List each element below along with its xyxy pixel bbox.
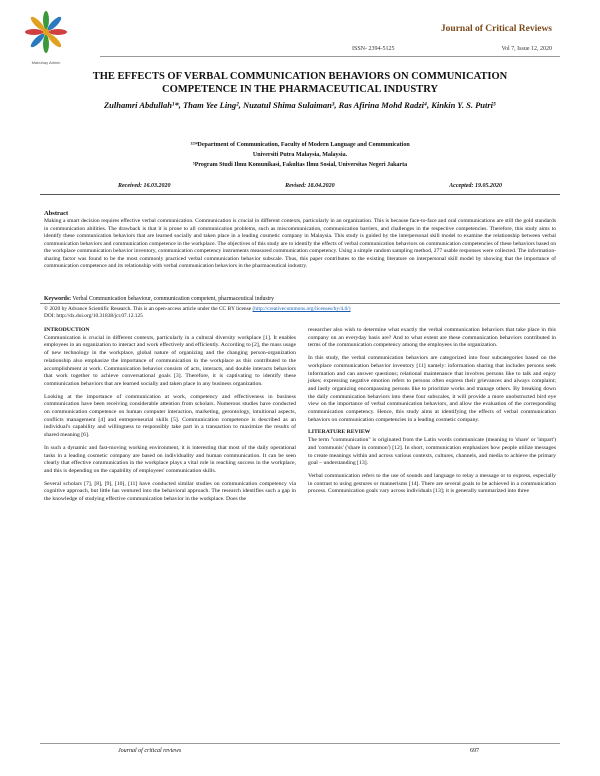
copyright-text: © 2020 by Advance Scientific Research. This is an open-access article under the CC BY license [44,306,252,312]
license-link[interactable]: (http://creativecommons.org/licenses/by/4.0/) [252,306,351,312]
page-number: 697 [470,748,479,754]
paragraph: Verbal communication refers to the use of sounds and language to relay a message or to express, especially in contrast to using gestures or mannerisms [14]. There are several goals to be achieved in a communication process. Communication goals vary across individuals [13]; it is generally summarized into three [308,472,556,495]
affiliations [40,140,560,170]
issn: ISSN- 2394-5125 [352,46,395,52]
revised-date: Revised: 18.04.2020 [285,183,335,189]
keywords-divider [40,303,560,304]
paragraph: Communication is crucial in different contexts, particularly in a cultural diversity workplace [1]. It enables employees in an organization to interact and work effectively and efficiently. According to [2], the mass usage of new technology in the workplace, global nature of organizing and the changing person-organization relationship also emphasize the importance of communication in the workplace as this contributed to the accomplishment at work. Communication behavior consists of acts, interacts, and double interacts behaviors that work together to achieve conversational goals [3]. Therefore, it is captivating to identify these communication behaviors that are learned socially and taken place in any business organization. [44,334,296,387]
left-column [44,327,296,509]
paragraph: In this study, the verbal communication behaviors are categorized into four subcategories based on the workplace communication behavior inventory [11] namely: information sharing that includes persons seek information and can answer questions; relational maintenance that involves persons like to talk and enjoy jokes; expressing negative emotion refers to persons often express their grievances and always complaint; and lastly organizing encompassing persons like to prioritize works and manage others. By breaking down the daily communication behaviors into these four subscales, it will provide a more unobstructed bird eye view on the importance of verbal communication behaviors, and allow the evaluation of the corresponding communication competency. Hence, this study aims at identifying the effects of verbal communication behaviors on communication competencies in a leading cosmetic company. [308,355,556,423]
article-dates [118,183,502,189]
keywords [44,296,556,302]
article-title [40,70,560,96]
journal-name: Journal of Critical Reviews [440,24,552,34]
doi[interactable]: DOI: http://dx.doi.org/10.31838/jcr.07.12.125 [44,313,143,319]
abstract-heading: Abstract [44,210,69,217]
received-date: Received: 16.03.2020 [118,183,171,189]
header-divider [100,56,560,57]
footer-divider [40,743,560,744]
journal-logo-icon [20,8,72,60]
paragraph: The term "communication" is originated from the Latin words communicate (meaning to 'share' or 'impart') and 'communis' ('share in common') [12]. In short, communication emphasizes how people utilize messages to create meanings within and across various contexts, cultures, channels, and media to achieve the primary goal – understanding [13]. [308,437,556,467]
keywords-label: Keywords: [44,296,72,302]
literature-review-heading: LITERATURE REVIEW [308,429,371,436]
affiliation-3: ⁵Program Studi Ilmu Komunikasi, Fakultas Ilmu Sosial, Universitas Negeri Jakarta [192,162,408,168]
affiliation-2: Universiti Putra Malaysia, Malaysia. [252,152,348,158]
paragraph: researcher also wish to determine what exactly the verbal communication behaviors that take place in this company on an everyday basis are? And to what extent are these communication behaviors contributed in terms of the communication competency among the employees in the organization. [308,327,556,349]
logo-caption: Mabuhay Admin [31,60,61,65]
abstract-text: Making a smart decision requires effective verbal communication. Communication is crucial in different contexts, particularly in an organization. This is because face-to-face and oral communications are still the gold standards in communication abilities. The drawback is that it is prone to all communication problems, such as miscommunication, communication barriers, and challenges in the respective competencies. Therefore, this study aims to identify these communication behaviors that are learned socially and taken place in a leading cosmetic company in Malaysia. This study is guided by the interpersonal skill model to examine the relationship between verbal communication behaviors and communication competence in the workplace. The objectives of this study are to identify the effects of verbal communication behaviors on communication competencies of these behaviors based on the workplace communication behavior inventory, communication competency instruments measured communication competency. Using a simple random sampling method, 277 usable responses were collected. The information-sharing factor was found to be the most commonly practiced verbal communication behavior subscale. Thus, this paper contributes to the existing literature on interpersonal skill model by showing that the importance of communication competence and its relationship with verbal communication behaviors in the pharmaceutical industry. [44,218,556,269]
footer-journal-name: Journal of critical reviews [118,748,182,754]
copyright-block [44,306,556,320]
keywords-text: Verbal Communication behaviour, communication competent, pharmaceutical industry [72,296,275,302]
introduction-heading: INTRODUCTION [44,327,90,333]
right-column [308,327,556,501]
issn-volume-line [352,46,552,52]
volume-issue: Vol 7, Issue 12, 2020 [501,46,552,52]
accepted-date: Accepted: 19.05.2020 [449,183,502,189]
dates-divider [40,194,560,195]
author-list: Zulhamri Abdullah¹*, Tham Yee Ling², Nuzatul Shima Sulaiman³, Ras Afirina Mohd Radzi⁴, Kinkin Y. S. Putri⁵ [103,100,496,110]
title-line-1: THE EFFECTS OF VERBAL COMMUNICATION BEHAVIORS ON COMMUNICATION [92,71,508,82]
paragraph: Several scholars [7], [8], [9], [10], [11] have conducted similar studies on communication competency via cognitive approach, but little has ventured into the behavioral approach. The research identifies such a gap in the knowledge of studying effective communication behavior in the workplace. Does the [44,480,296,503]
title-line-2: COMPETENCE IN THE PHARMACEUTICAL INDUSTRY [162,84,438,95]
affiliation-1: ¹²³⁴Department of Communication, Faculty of Modern Language and Communication [190,142,410,148]
paragraph: Looking at the importance of communication at work, competency and effectiveness in business communication have been receiving considerable attention from scholars. Numerous studies have conducted on communication competence on human computer interaction, marketing, gerontology, intuitional aspects, conflicts management [4] and entrepreneurial skills [5]. Communication competence is described as an individual's capability and willingness to responsibly take part in a transaction to maximize the results of shared meaning [6]. [44,393,296,439]
paragraph: In such a dynamic and fast-moving working environment, it is interesting that most of the daily operational tasks in a leading cosmetic company are based on individuality and human communication. It can be seen clearly that effective communication in the workplace plays a vital role in reaching success in the workplace, and this is depending on the capability of employees' communication skills. [44,444,296,474]
